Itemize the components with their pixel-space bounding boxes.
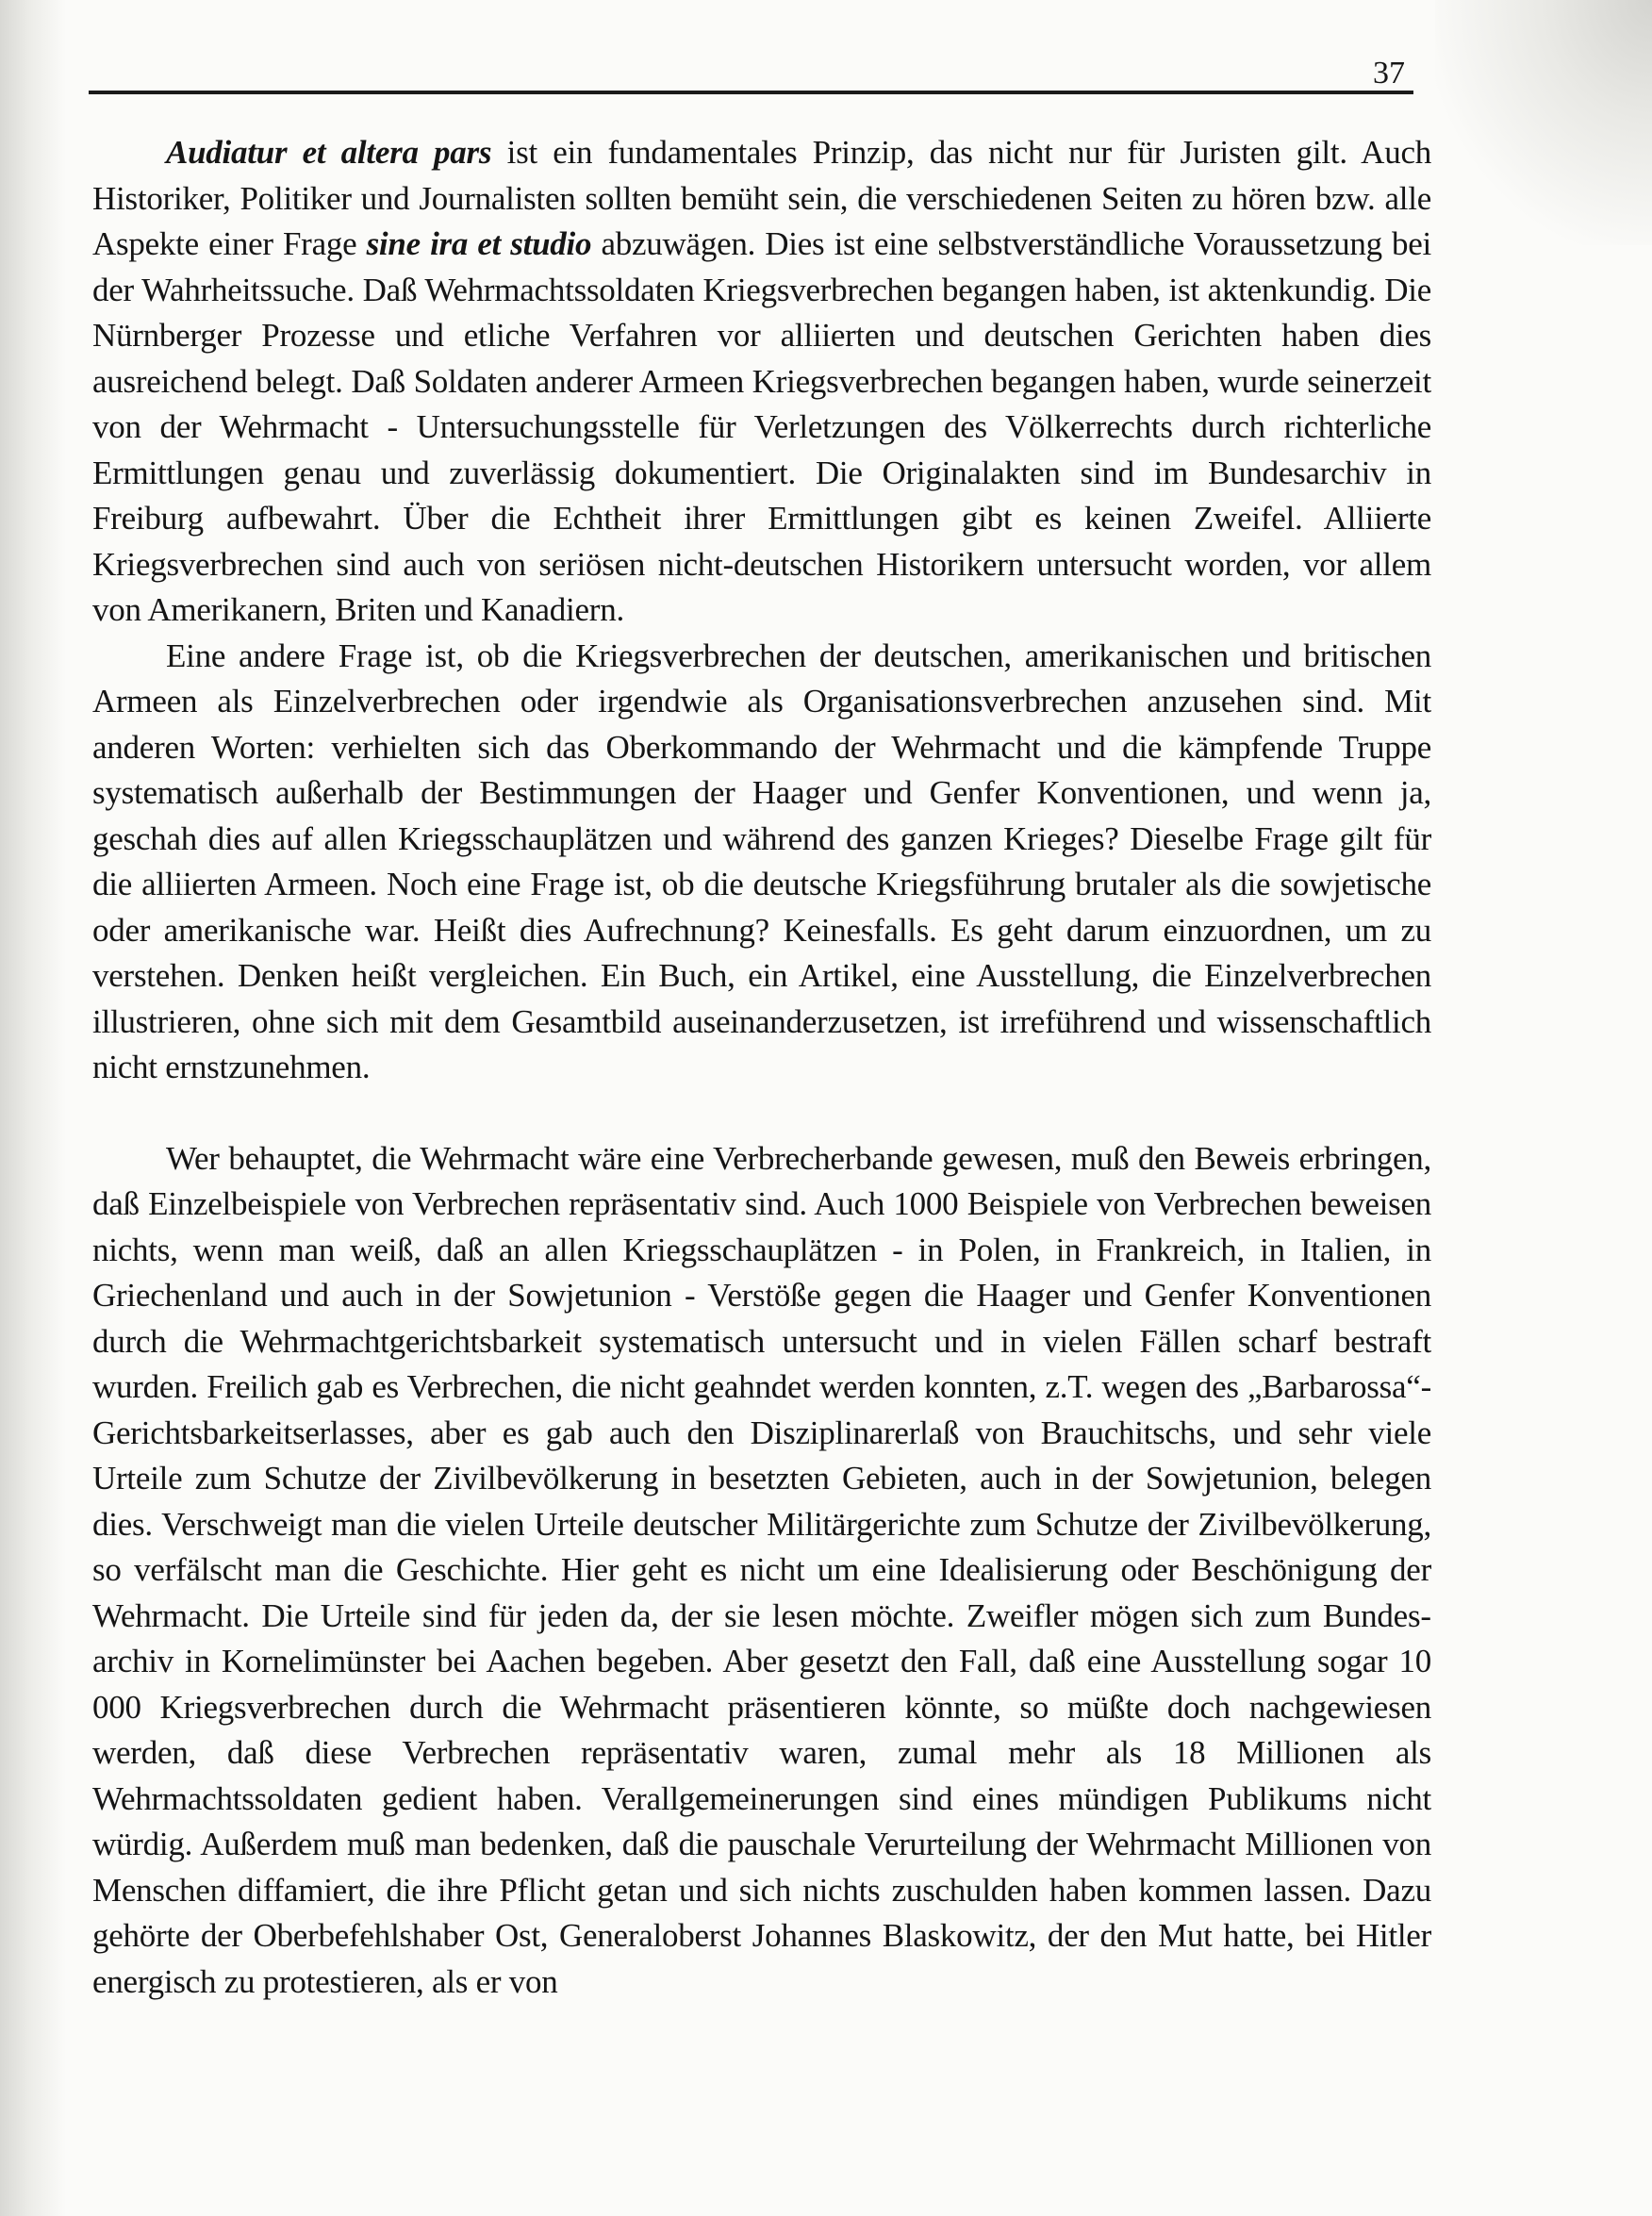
paragraph-3: Wer behauptet, die Wehrmacht wäre eine Verbrecherbande gewesen, muß den Beweis erbringen, daß Einzelbeispiele von Verbrechen repräsentativ sind. Auch 1000 Beispiele von Verbrechen beweisen nichts, wenn man weiß, daß an allen Kriegsschauplätzen - in Polen, in Frankreich, in Italien, in Griechenland und auch in der Sowjetunion - Verstöße gegen die Haager und Genfer Konventionen durch die Wehrmachtgerichtsbarkeit systematisch untersucht und in vielen Fällen scharf bestraft wurden. Freilich gab es Verbrechen, die nicht geahndet werden konnten, z.T. wegen des „Barbarossa“-Gerichtsbarkeitserlasses, aber es gab auch den Disziplinarerlaß von Brauchitschs, und sehr viele Urteile zum Schutze der Zivilbevölkerung in besetzten Gebieten, auch in der Sowjetunion, belegen dies. Verschweigt man die vielen Urteile deutscher Militärgerichte zum Schutze der Zivilbevölkerung, so verfälscht man die Geschichte. Hier geht es nicht um eine Idealisierung oder Beschönigung der Wehrmacht. Die Urteile sind für jeden da, der sie lesen möchte. Zweifler mögen sich zum Bundesarchiv in Kornelimünster bei Aachen begeben. Aber gesetzt den Fall, daß eine Ausstellung sogar 10 000 Kriegsverbrechen durch die Wehrmacht präsentieren könnte, so müßte doch nachgewiesen werden, daß diese Verbrechen repräsentativ waren, zumal mehr als 18 Millionen als Wehrmachtssoldaten gedient haben. Verallgemeinerungen sind eines mündigen Publikums nicht würdig. Außerdem muß man bedenken, daß die pauschale Verurteilung der Wehrmacht Millionen von Menschen diffamiert, die ihre Pflicht getan und sich nichts zuschulden haben kommen lassen. Dazu gehörte der Oberbefehlshaber Ost, Generaloberst Johannes Blaskowitz, der den Mut hatte, bei Hitler energisch zu protestieren, als er von: [92, 1139, 1431, 2000]
page-number: 37: [1373, 56, 1405, 91]
header-rule: [89, 91, 1413, 94]
scan-shadow-corner: [1435, 0, 1652, 245]
paragraph-1: [92, 130, 1431, 634]
latin-phrase-sine-ira: sine ira et studio: [366, 225, 592, 262]
paragraph-1-text-b: abzuwägen. Dies ist eine selbstverständliche Voraussetzung bei der Wahrheitssuche. Daß Wehrmachtssoldaten Kriegsverbrechen begangen haben, ist aktenkundig. Die Nürnberger Prozesse und etliche Verfahren vor alliierten und deutschen Gerichten haben dies ausreichend belegt. Daß Soldaten anderer Armeen Kriegsverbrechen begangen haben, wurde seinerzeit von der Wehrmacht - Untersuchungsstelle für Verletzungen des Völkerrechts durch richterliche Ermittlungen genau und zuverlässig dokumentiert. Die Originalakten sind im Bundesarchiv in Freiburg aufbewahrt. Über die Echtheit ihrer Ermittlungen gibt es keinen Zweifel. Alliierte Kriegsverbrechen sind auch von seriösen nicht-deutschen Historikern untersucht worden, vor allem von Amerikanern, Briten und Kanadiern.: [92, 225, 1432, 628]
scan-shadow-left: [0, 0, 66, 2216]
body-text: [92, 130, 1431, 2005]
paragraph-2: Eine andere Frage ist, ob die Kriegsverbrechen der deutschen, amerikanischen und britischen Armeen als Einzelverbrechen oder irgendwie als Organisationsverbrechen anzusehen sind. Mit anderen Worten: verhielten sich das Oberkommando der Wehrmacht und die kämpfende Truppe systematisch außerhalb der Bestimmungen der Haager und Genfer Konventionen, und wenn ja, geschah dies auf allen Kriegsschauplätzen und während des ganzen Krieges? Dieselbe Frage gilt für die alliierten Armeen. Noch eine Frage ist, ob die deutsche Kriegsführung brutaler als die sowjetische oder amerikanische war. Heißt dies Aufrechnung? Keinesfalls. Es geht darum einzuordnen, um zu verstehen. Denken heißt vergleichen. Ein Buch, ein Artikel, eine Ausstellung, die Einzelverbrechen illustrieren, ohne sich mit dem Gesamtbild auseinanderzusetzen, ist irreführend und wissenschaftlich nicht ernstzunehmen.: [92, 637, 1431, 1085]
latin-phrase-audiatur: Audiatur et altera pars: [166, 134, 492, 171]
paragraph-1-text-a: ist ein fundamentales Prinzip, das nicht nur für Juristen gilt. Auch Historiker, Politiker und Journalisten sollten bemüht sein, die verschiedenen Seiten zu hören bzw. alle Aspekte einer Frage: [92, 134, 1431, 262]
